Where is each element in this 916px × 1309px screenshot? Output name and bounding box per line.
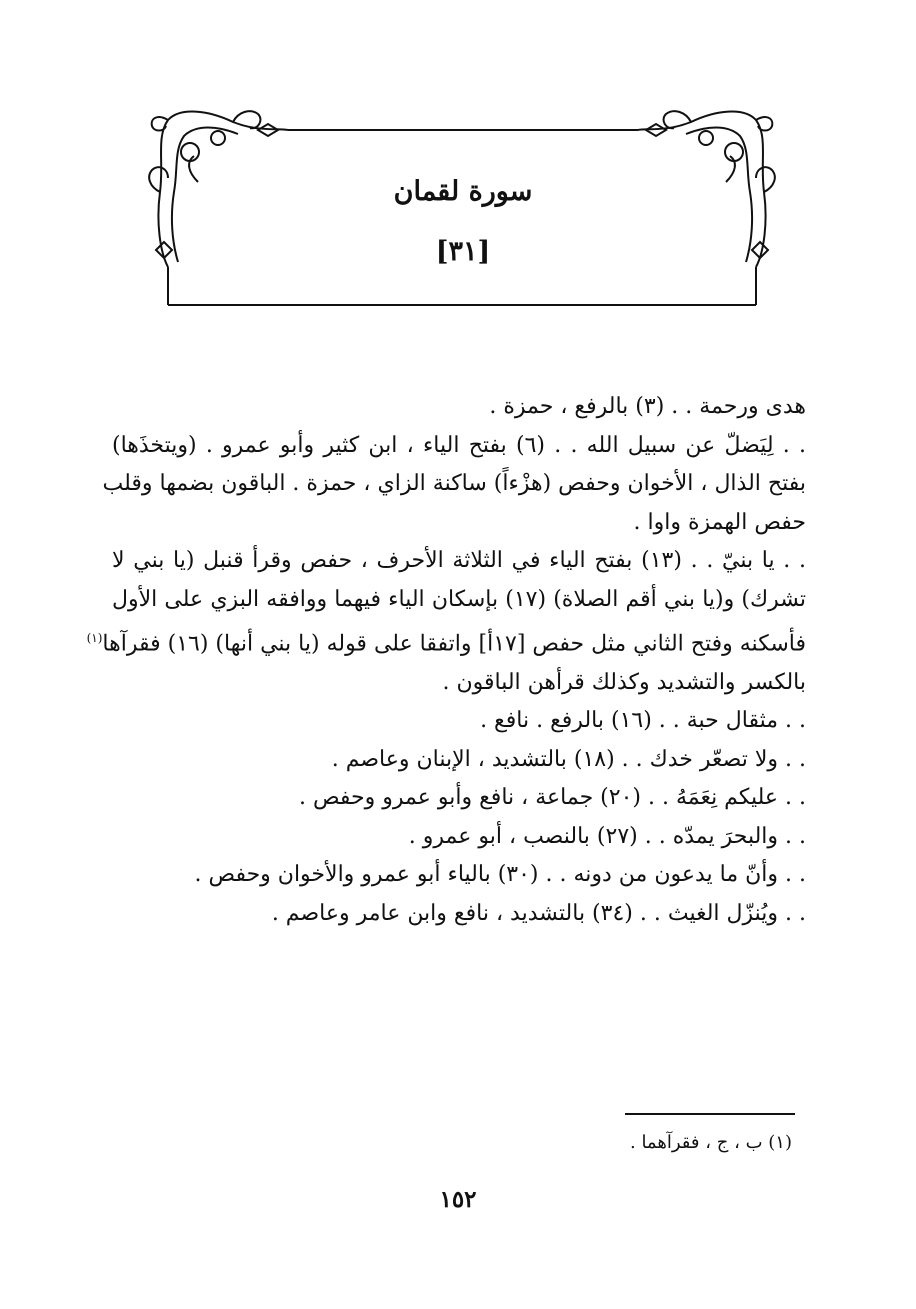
page-number: ١٥٢ xyxy=(439,1186,477,1213)
text-line: بفتح الذال ، الأخوان وحفص (هزْءاً) ساكنة الزاي ، حمزة . الباقون بضمها وقلب xyxy=(102,471,806,496)
text-line: تشرك) و(يا بني أقم الصلاة) (١٧) بإسكان الياء فيهما ووافقه البزي على الأول xyxy=(112,586,806,612)
text-line: . . لِيَضلّ عن سبيل الله . . (٦) بفتح الياء ، ابن كثير وأبو عمرو . (ويتخذَها) xyxy=(112,432,806,458)
text-line: هدى ورحمة . . (٣) بالرفع ، حمزة . xyxy=(489,394,806,419)
text-line: بالكسر والتشديد وكذلك قرأهن الباقون . xyxy=(442,669,806,695)
text-line: . . ولا تصعّر خدك . . (١٨) بالتشديد ، الإبنان وعاصم . xyxy=(331,746,806,772)
text-segment: فأسكنه وفتح الثاني مثل حفص [١٧أ] واتفقا على قوله (يا بني أنها) (١٦) فقرآها xyxy=(102,631,806,657)
surah-title: سورة لقمان xyxy=(393,176,533,207)
text-line: . . وأنّ ما يدعون من دونه . . (٣٠) بالياء أبو عمرو والأخوان وحفص . xyxy=(194,862,806,888)
footnote: (١) ب ، ج ، فقرآهما . xyxy=(630,1132,792,1153)
footnote-divider xyxy=(625,1113,795,1115)
text-line: . . عليكم نِعَمَهُ . . (٢٠) جماعة ، نافع وأبو عمرو وحفص . xyxy=(298,785,806,811)
main-text xyxy=(86,388,806,933)
text-line: . . والبحرَ يمدّه . . (٢٧) بالنصب ، أبو عمرو . xyxy=(408,823,806,849)
footnote-marker: (١) xyxy=(86,631,103,645)
text-line-with-footnote xyxy=(86,619,806,664)
surah-number: [٣١] xyxy=(435,236,491,267)
surah-header-frame xyxy=(138,92,788,318)
text-line: . . ويُنزّل الغيث . . (٣٤) بالتشديد ، نافع وابن عامر وعاصم . xyxy=(271,900,806,926)
text-line: حفص الهمزة واوا . xyxy=(633,509,806,535)
text-line: . . مثقال حبة . . (١٦) بالرفع . نافع . xyxy=(480,708,806,734)
text-line: . . يا بنيّ . . (١٣) بفتح الياء في الثلاثة الأحرف ، حفص وقرأ قنبل (يا بني لا xyxy=(112,548,806,573)
